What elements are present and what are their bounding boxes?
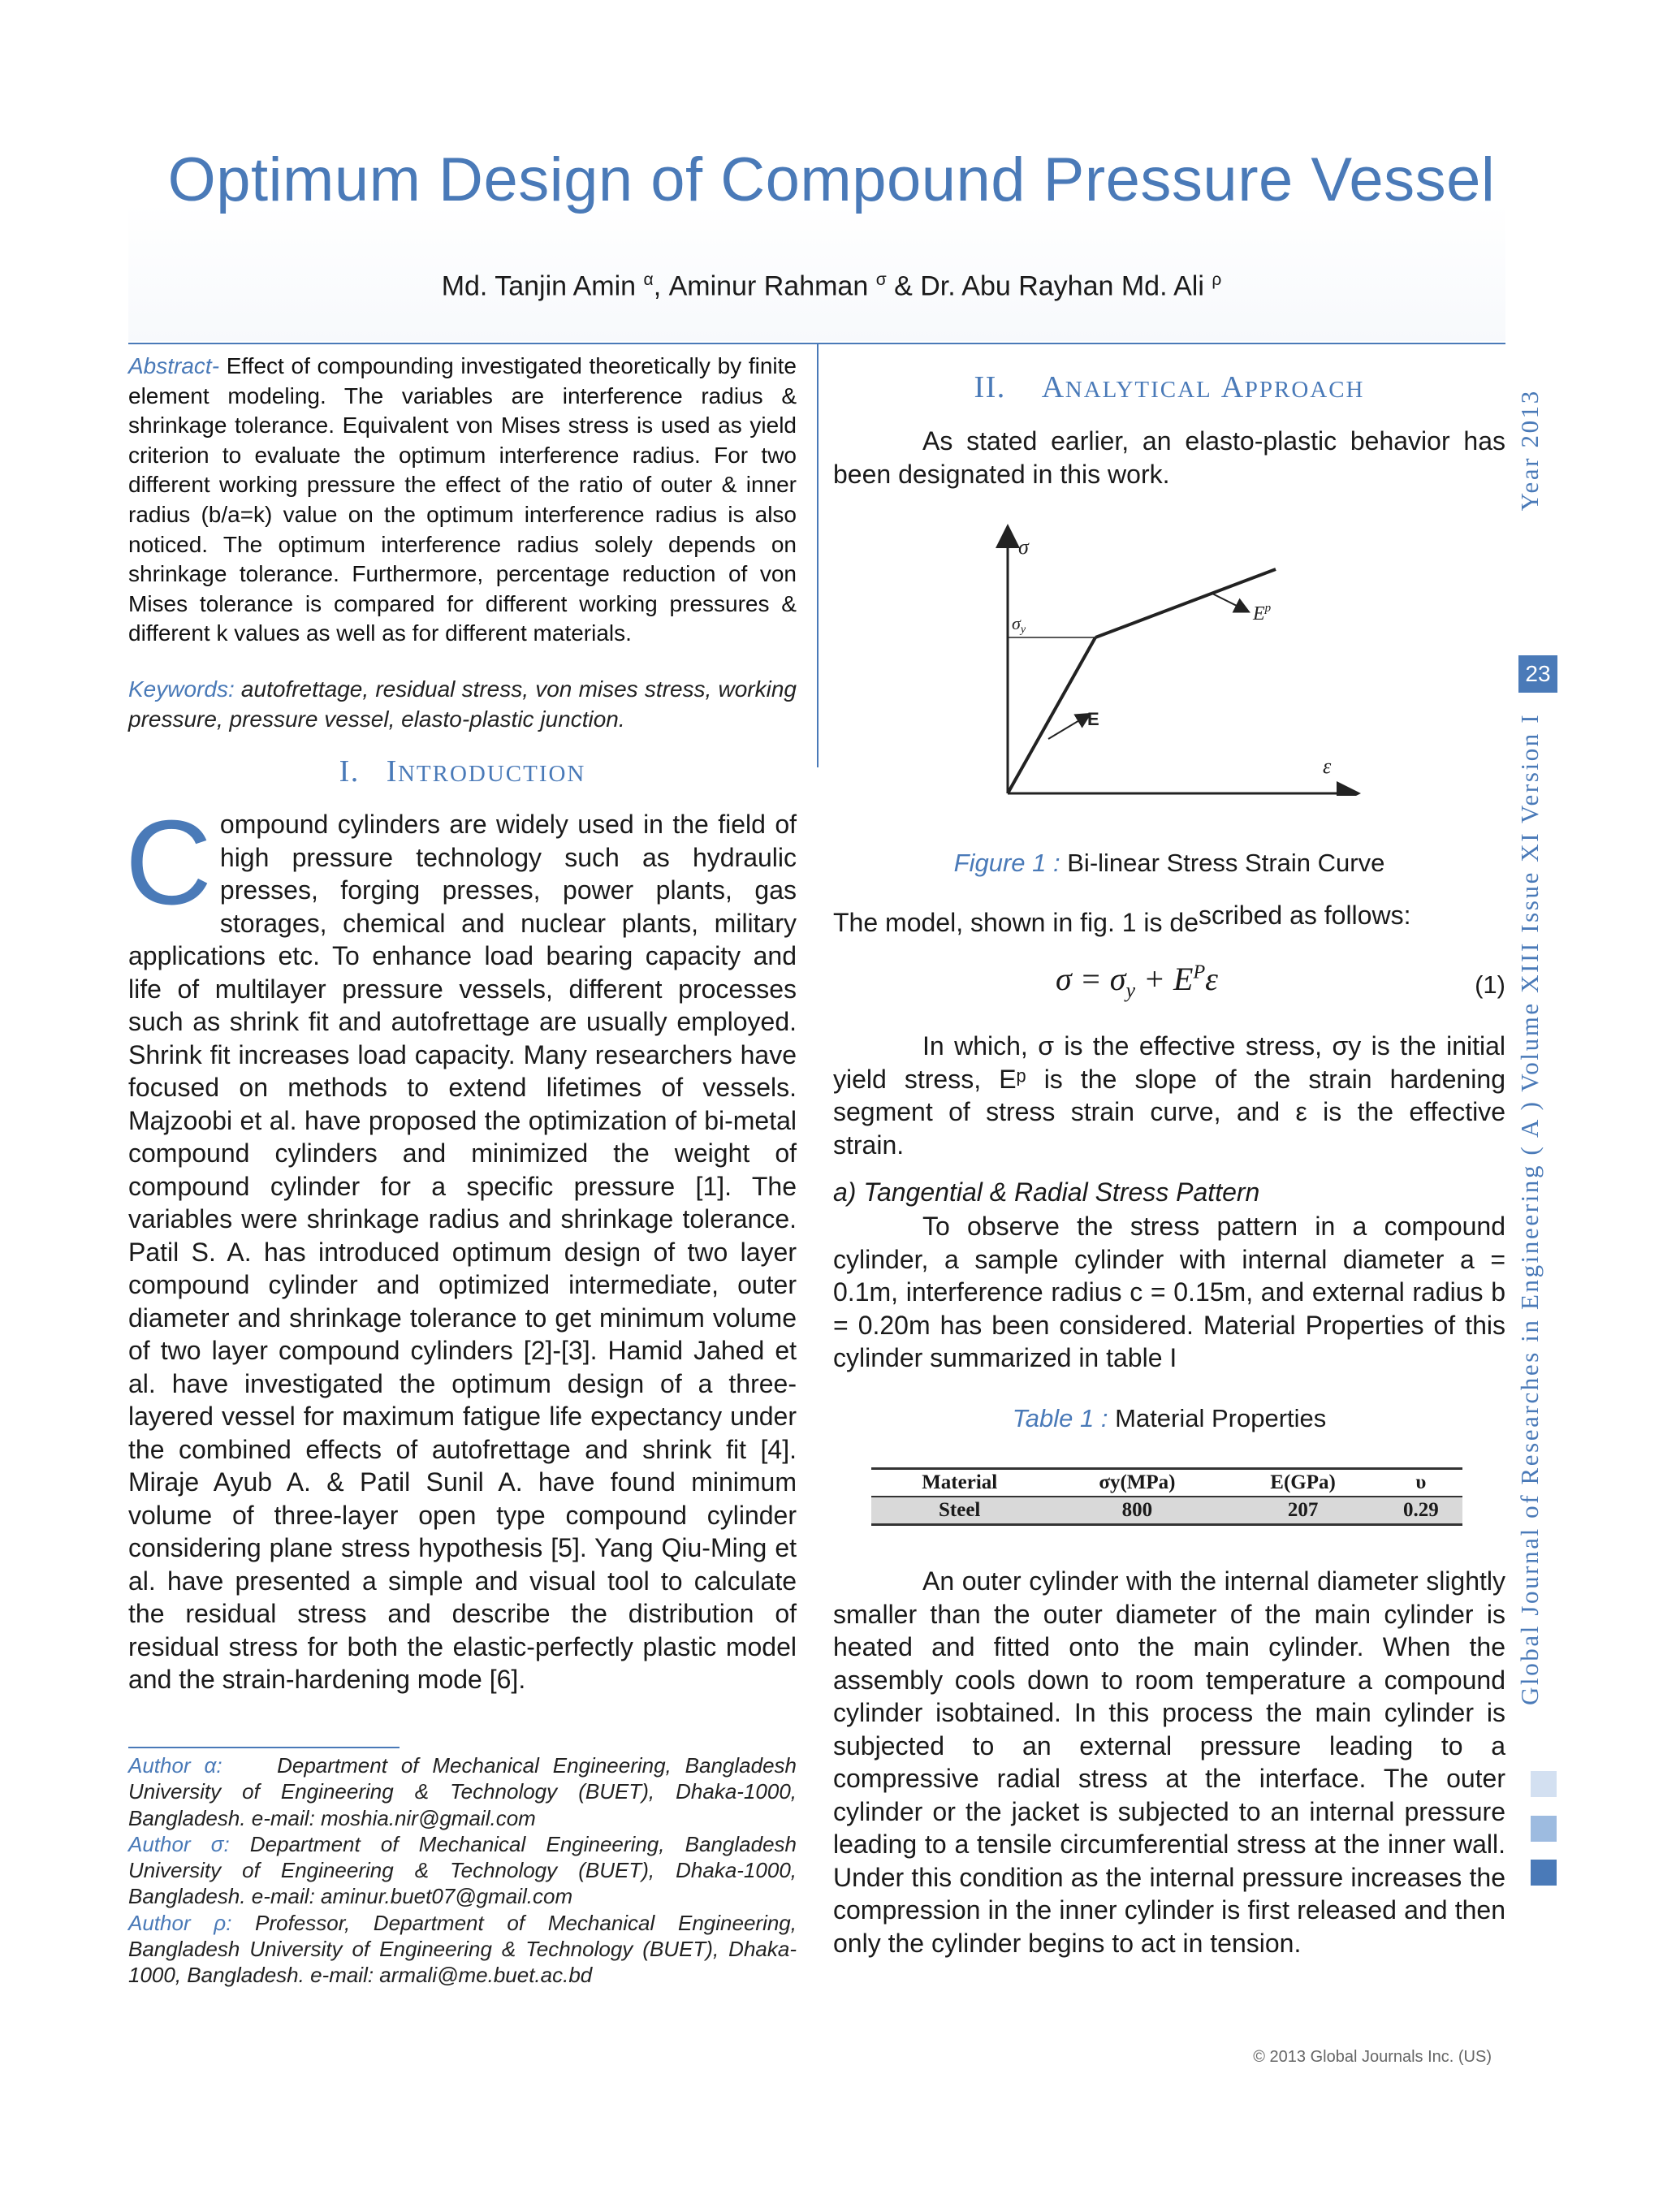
table-cell: 207 [1287,1499,1319,1521]
author-line [0,270,1663,302]
eq-end: ε [1205,961,1218,997]
heading-rest: PPROACH [1244,377,1365,403]
journal-year: Year 2013 [1515,389,1544,512]
e-label: E [1087,709,1099,729]
author-3-mark: ρ [1212,270,1222,289]
equation-1 [1056,960,1299,1003]
footnote-text: Department of Mechanical Engineering, Bangladesh University of Engineering & Technology (BUET), Dhaka-1000, Bangladesh. e-mail: aminur.buet07@gmail.com [128,1831,797,1909]
footnote-author-3 [128,1910,797,1989]
table-cell: Steel [939,1499,981,1521]
compound-cylinder-paragraph: An outer cylinder with the internal diameter slightly smaller than the outer diameter of the main cylinder is heated and fitted onto the main cylinder. When the assembly cools down to room temperature a compound cylinder isobtained. In this process the main cylinder is subjected to an external pressure leading to a compressive radial stress at the interface. The outer cylinder or the jacket is subjected to an internal pressure leading to a tensile circumferential stress at the inner wall. Under this condition as the internal pressure increases the compression in the inner cylinder is first released and then only the cylinder begins to act in tension. [833,1566,1505,1958]
author-footnotes [128,1752,797,1989]
hardening-segment [1095,569,1276,637]
heading-cap: A [1220,370,1245,404]
footnote-rule [128,1747,400,1748]
author-1-mark: α [643,270,654,289]
table-header-cell: σy(MPa) [1099,1471,1176,1493]
decorative-square-medium [1531,1816,1557,1842]
sigma-y-symbol: σ [1012,613,1021,633]
table-cell: 0.29 [1402,1499,1439,1521]
sigma-label: σ [1018,535,1029,559]
table-header-cell: Material [922,1471,998,1493]
decorative-square-light [1531,1771,1557,1797]
decorative-square-dark [1531,1860,1557,1886]
footnote-label: Author σ: [128,1831,230,1856]
section-heading-analytical-approach [833,369,1505,405]
stress-pattern-paragraph: To observe the stress pattern in a compound cylinder, a sample cylinder with internal diameter a = 0.1m, interference radius c = 0.15m, and external radius b = 0.20m has been considered. Material Properties of this cylinder summarized in table I [833,1212,1505,1372]
footnote-label: Author ρ: [128,1910,232,1935]
footnote-author-2 [128,1831,797,1910]
heading-cap: A [1041,370,1065,404]
stress-strain-figure [979,520,1369,796]
footnote-author-1 [128,1752,797,1831]
figure-1-caption [833,849,1505,878]
author-1: Md. Tanjin Amin [441,270,637,302]
ep-sup: p [1264,602,1272,615]
section-heading-introduction [128,754,797,789]
section-numeral: II. [974,370,1006,404]
page-number-badge: 23 [1518,655,1557,693]
model-text-b: scribed as follows: [1199,901,1411,930]
subsection-heading: a) Tangential & Radial Stress Pattern [833,1177,1260,1207]
table-header-row [871,1469,1462,1497]
author-3: Dr. Abu Rayhan Md. Ali [920,270,1204,302]
eq-sub: y [1125,979,1135,1002]
copyright-notice: © 2013 Global Journals Inc. (US) [1253,2048,1492,2066]
ep-symbol: E [1253,603,1265,624]
table-caption-text: Material Properties [1115,1404,1327,1432]
material-properties-table [871,1467,1462,1526]
abstract-label: Abstract- [128,353,220,378]
ep-label [1252,602,1272,624]
equation-number: (1) [1475,970,1505,999]
introduction-body [125,796,797,1696]
model-description [833,901,1505,938]
section-numeral: I. [339,754,360,788]
table-label: Table 1 : [1012,1404,1108,1432]
heading-rest: NTRODUCTION [397,761,586,787]
keywords [128,675,797,734]
eq-lhs: σ = σ [1056,961,1126,997]
heading-cap: I [386,754,398,788]
table-row [871,1497,1462,1525]
abstract [128,352,797,649]
analytical-paragraph-1: As stated earlier, an elasto-plastic behavior has been designated in this work. [833,426,1505,489]
elastic-segment [1008,637,1095,793]
table-1-caption [833,1404,1505,1433]
ep-arrow [1211,593,1243,609]
drop-cap: C [125,796,212,930]
footnote-text: Department of Mechanical Engineering, Bangladesh University of Engineering & Technology (BUET), Dhaka-1000, Bangladesh. e-mail: moshia.nir@gmail.com [128,1753,797,1830]
sigma-y-label [1012,613,1026,636]
footnote-text: Professor, Department of Mechanical Engineering, Bangladesh University of Engineering & Technology (BUET), Dhaka-1000, Bangladesh. e-mail: armali@me.buet.ac.bd [128,1910,797,1988]
e-arrow [1048,717,1085,739]
paper-title: Optimum Design of Compound Pressure Vessel [167,145,1496,214]
model-text-a: The model, shown in fig. 1 is de [833,908,1199,937]
sigma-y-sub: y [1020,624,1026,636]
eq-mid: + E [1135,961,1194,997]
author-sep-1: , [653,270,669,302]
author-sep-2: & [886,270,921,302]
equation-explanation: In which, σ is the effective stress, σy is the initial yield stress, Eᵖ is the slope of the strain hardening segment of stress strain curve, and ε is the effective strain. [833,1031,1505,1160]
figure-caption-text: Bi-linear Stress Strain Curve [1067,849,1385,877]
table-header-cell: E(GPa) [1270,1471,1336,1493]
heading-rest: NALYTICAL [1065,377,1212,403]
keywords-text: autofrettage, residual stress, von mises stress, working pressure, pressure vessel, elasto-plastic junction. [128,676,797,732]
author-2: Aminur Rahman [668,270,869,302]
journal-name: Global Journal of Researches in Engineering ( A ) Volume XIII Issue XI Version I [1515,712,1544,1705]
keywords-label: Keywords: [128,676,235,702]
footnote-label: Author α: [128,1753,222,1778]
table-header-cell: υ [1415,1471,1427,1493]
introduction-text: ompound cylinders are widely used in the field of high pressure technology such as hydraulic presses, forging presses, power plants, gas storages, chemical and nuclear plants, military applications etc. To enhance load bearing capacity and life of multilayer pressure vessels, different processes such as shrink fit and autofrettage are usually employed. Shrink fit increases load capacity. Many researchers have focused on methods to extend lifetimes of vessels. Majzoobi et al. have proposed the optimization of bi-metal compound cylinders and minimized the weight of compound cylinder for a specific pressure [1]. The variables were shrinkage radius and shrinkage tolerance. Patil S. A. has introduced optimum design of two layer compound cylinder and optimized intermediate, outer diameter and shrinkage tolerance to get minimum volume of two layer compound cylinders [2]-[3]. Hamid Jahed et al. have investigated the optimum design of a three-layered vessel for maximum fatigue life expectancy under the combined effects of autofrettage and shrink fit [4]. Miraje Ayub A. & Patil Sunil A. have found minimum volume of three-layer open type compound cylinder considering plane stress hypothesis [5]. Yang Qiu-Ming et al. have presented a simple and visual tool to calculate the residual stress and describe the distribution of residual stress for both the elastic-perfectly plastic model and the strain-hardening mode [6]. [128,810,797,1694]
eq-sup: P [1193,961,1206,983]
figure-label: Figure 1 : [953,849,1060,877]
abstract-divider [817,343,819,767]
table-cell: 800 [1121,1499,1153,1521]
abstract-text: Effect of compounding investigated theoretically by finite element modeling. The variables are interference radius & shrinkage tolerance. Equivalent von Mises stress is used as yield criterion to evaluate the optimum interference radius. For two different working pressure the effect of the ratio of outer & inner radius (b/a=k) value on the optimum interference radius is also noticed. The optimum interference radius solely depends on shrinkage tolerance. Furthermore, percentage reduction of von Mises tolerance is compared for different working pressures & different k values as well as for different materials. [128,353,797,646]
epsilon-label: ε [1323,754,1332,778]
author-2-mark: σ [875,270,887,289]
